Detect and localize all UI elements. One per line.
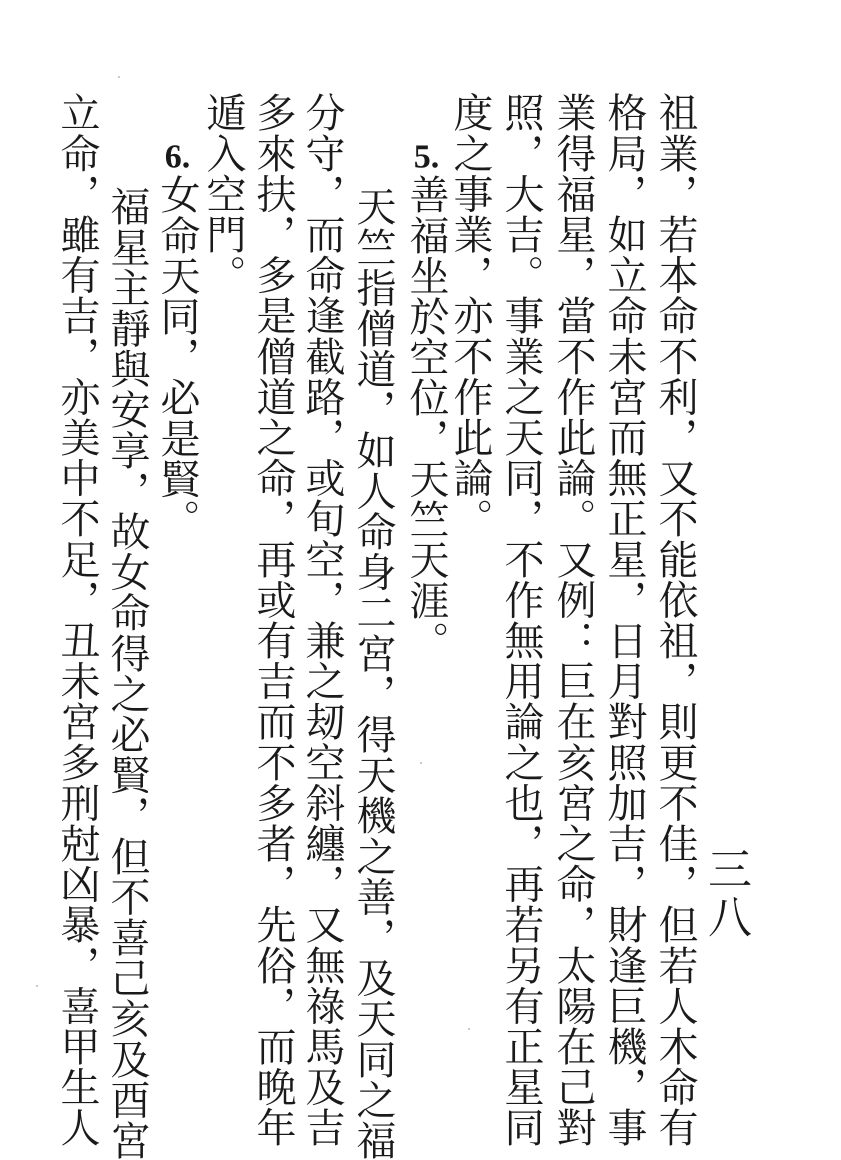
- column-text: 格局，如立命未宮而無正星，日月對照加吉，財逢巨機，事: [601, 92, 647, 1148]
- column-text: 照，大吉。事業之天同，不作無用論之也，再若另有正星同: [498, 92, 544, 1148]
- text-column-12: [103, 186, 151, 1160]
- paper-speck: [36, 985, 38, 987]
- column-text: 度之事業，亦不作此論。: [447, 92, 493, 539]
- column-text: 天竺指僧道，如人命身二宮，得天機之善，及天同之福: [350, 186, 396, 1160]
- text-column-1: [651, 92, 699, 1148]
- column-text: 分守，而命逢截路，或旬空，兼之刼空斜纏，又無祿馬及吉: [299, 92, 345, 1148]
- heading-text: 善福坐於空位，天竺天涯。: [403, 174, 449, 662]
- column-text: 祖業，若本命不利，又不能依祖，則更不佳，但若人木命有: [652, 92, 698, 1148]
- column-text: 業得福星，當不作此論。又例：巨在亥宮之命，太陽在己對: [550, 92, 596, 1148]
- section-heading-6: [153, 140, 201, 539]
- paper-speck: [420, 762, 422, 764]
- page-number: 三八: [700, 846, 751, 942]
- text-column-9: [249, 92, 297, 1148]
- column-text: 立命，雖有吉，亦美中不足，丑未宮多刑尅凶暴，喜甲生人: [54, 92, 100, 1148]
- text-column-13: [53, 92, 101, 1148]
- column-text: 福星主靜與安享，故女命得之必賢，但不喜己亥及酉宮: [104, 186, 150, 1160]
- text-column-7: [349, 186, 397, 1160]
- column-text: 多來扶，多是僧道之命，再或有吉而不多者，先俗，而晚年: [250, 92, 296, 1148]
- paper-speck: [468, 1028, 470, 1030]
- paper-speck: [118, 76, 120, 78]
- section-heading-5: [402, 140, 450, 661]
- heading-number: 6.: [164, 140, 191, 174]
- heading-text: 女命天同，必是賢。: [154, 174, 200, 540]
- text-column-8: [298, 92, 346, 1148]
- column-text: 遁入空門。: [200, 92, 246, 295]
- heading-number: 5.: [413, 140, 440, 174]
- text-column-10: [199, 92, 247, 295]
- text-column-4: [497, 92, 545, 1148]
- text-column-2: [600, 92, 648, 1148]
- text-column-5: [446, 92, 494, 539]
- text-column-3: [549, 92, 597, 1148]
